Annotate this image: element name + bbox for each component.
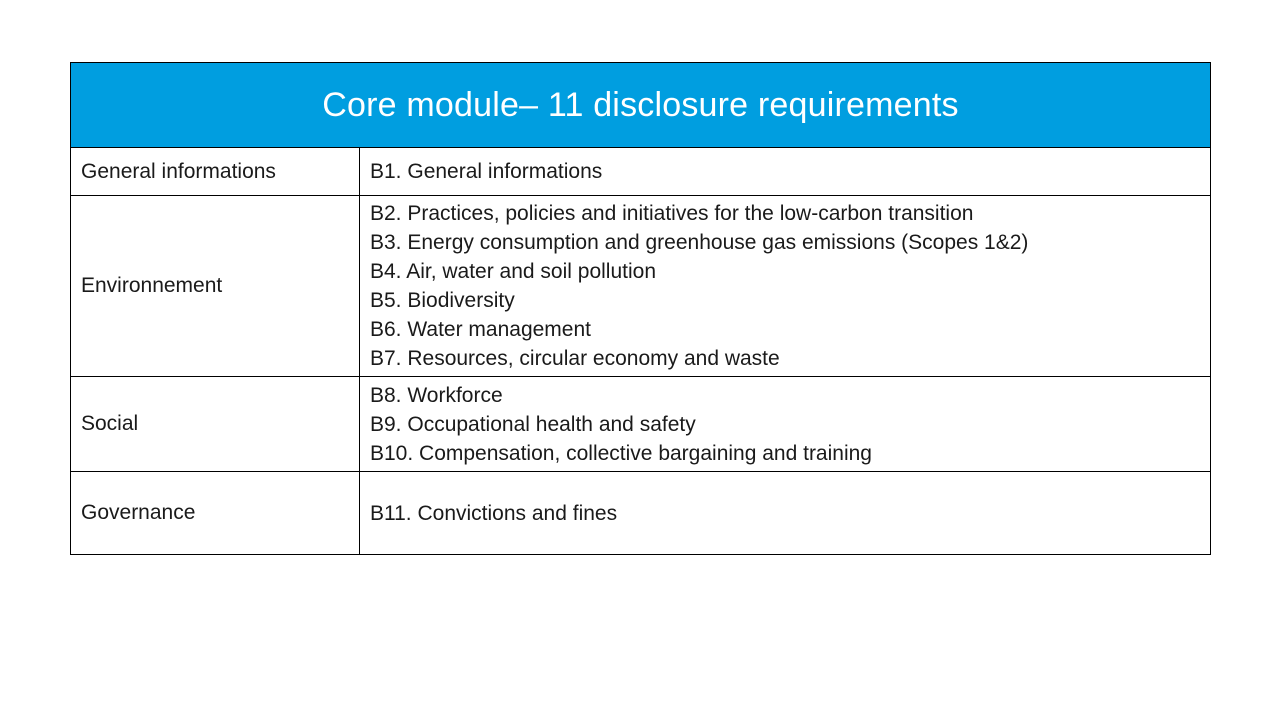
table-row <box>71 148 1211 196</box>
requirements-cell <box>360 472 1211 555</box>
table-row <box>71 377 1211 472</box>
requirements-cell <box>360 148 1211 196</box>
table-header-row <box>71 63 1211 148</box>
requirement-b3: B3. Energy consumption and greenhouse gas emissions (Scopes 1&2) <box>370 231 1029 254</box>
requirement-b2: B2. Practices, policies and initiatives for the low-carbon transition <box>370 202 974 225</box>
category-governance: Governance <box>71 472 360 555</box>
requirement-b10: B10. Compensation, collective bargaining and training <box>370 441 872 465</box>
category-environnement: Environnement <box>71 196 360 377</box>
requirement-b4: B4. Air, water and soil pollution <box>370 260 657 283</box>
table-row <box>71 472 1211 555</box>
requirement-b5: B5. Biodiversity <box>370 289 515 312</box>
category-social: Social <box>71 377 360 472</box>
requirement-b11: B11. Convictions and fines <box>370 501 618 525</box>
requirement-b9: B9. Occupational health and safety <box>370 412 696 436</box>
requirement-b6: B6. Water management <box>370 318 591 341</box>
category-general-informations: General informations <box>71 148 360 196</box>
requirement-b8: B8. Workforce <box>370 383 503 407</box>
table-row <box>71 196 1211 377</box>
table-title: Core module– 11 disclosure requirements <box>71 63 1211 148</box>
requirements-cell <box>360 377 1211 472</box>
requirement-b1: B1. General informations <box>370 160 603 183</box>
requirements-cell <box>360 196 1211 377</box>
requirement-b7: B7. Resources, circular economy and waste <box>370 347 780 370</box>
disclosure-requirements-table <box>70 62 1211 555</box>
